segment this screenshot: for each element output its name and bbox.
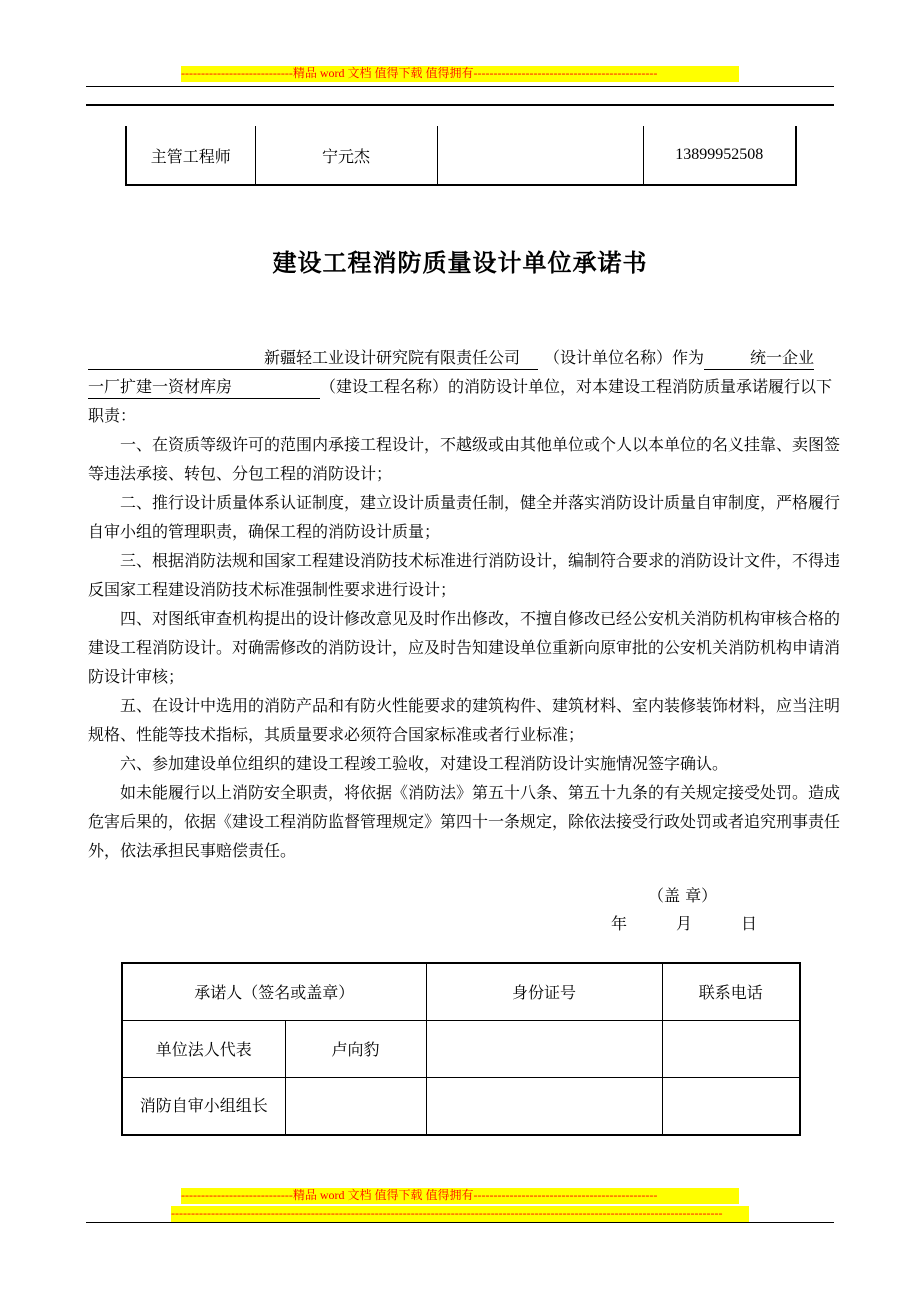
row-id <box>426 1020 662 1077</box>
engineer-table <box>125 126 797 186</box>
row-role: 消防自审小组组长 <box>122 1077 285 1135</box>
footer-banner-dashes: ------------------------------------------------------------------------------------------------------------------------------------------ <box>171 1206 749 1222</box>
duty-item-3: 三、根据消防法规和国家工程建设消防技术标准进行消防设计，编制符合要求的消防设计文件，不得违反国家工程建设消防技术标准强制性要求进行设计； <box>88 551 841 599</box>
row-phone <box>662 1020 800 1077</box>
duty-item-6: 六、参加建设单位组织的建设工程竣工验收，对建设工程消防设计实施情况签字确认。 <box>120 754 729 773</box>
header-banner: ----------------------------精品 word 文档 值得下载 值得拥有---------------------------------------------- <box>181 66 739 82</box>
table-row <box>122 1077 800 1135</box>
project-name-part2: 一厂扩建一资材库房 <box>88 376 320 399</box>
engineer-id-cell <box>437 126 643 185</box>
date-year: 年 <box>611 914 628 933</box>
footer-rule <box>86 1222 834 1223</box>
engineer-name-cell: 宁元杰 <box>255 126 437 185</box>
header-phone: 联系电话 <box>662 963 800 1020</box>
header-rule-top <box>86 86 834 87</box>
signature-table <box>121 962 801 1136</box>
date-day: 日 <box>741 914 758 933</box>
duty-item-2: 二、推行设计质量体系认证制度，建立设计质量责任制，健全并落实消防设计质量自审制度，严格履行自审小组的管理职责，确保工程的消防设计质量； <box>88 493 841 541</box>
intro-line-2 <box>88 372 840 430</box>
footer-banner: ----------------------------精品 word 文档 值得下载 值得拥有---------------------------------------------- <box>181 1188 739 1204</box>
seal-placeholder: （盖 章） <box>648 886 718 905</box>
header-id-number: 身份证号 <box>426 963 662 1020</box>
row-name: 卢向豹 <box>285 1020 426 1077</box>
project-hint: （建设工程名称）的消防设计单位，对本建设工程消防质量承诺履行以下职责： <box>88 377 833 425</box>
penalty-clause: 如未能履行以上消防安全职责，将依据《消防法》第五十八条、第五十九条的有关规定接受处罚。造成危害后果的，依据《建设工程消防监督管理规定》第四十一条规定，除依法接受行政处罚或者追究刑事责任外，依法承担民事赔偿责任。 <box>88 783 841 860</box>
row-name <box>285 1077 426 1135</box>
design-company-name: 新疆轻工业设计研究院有限责任公司 <box>88 347 538 370</box>
project-name-part1: 统一企业 <box>704 347 814 370</box>
intro-line-1 <box>88 343 840 372</box>
table-row <box>122 1020 800 1077</box>
document-title: 建设工程消防质量设计单位承诺书 <box>272 249 648 277</box>
row-id <box>426 1077 662 1135</box>
header-rule-bottom <box>86 104 834 106</box>
commitment-body <box>88 343 840 865</box>
duty-item-1: 一、在资质等级许可的范围内承接工程设计，不越级或由其他单位或个人以本单位的名义挂靠、卖图签等违法承接、转包、分包工程的消防设计； <box>88 435 841 483</box>
engineer-role-cell: 主管工程师 <box>126 126 255 185</box>
duty-item-5: 五、在设计中选用的消防产品和有防火性能要求的建筑构件、建筑材料、室内装修装饰材料，应当注明规格、性能等技术指标，其质量要求必须符合国家标准或者行业标准； <box>88 696 841 744</box>
row-phone <box>662 1077 800 1135</box>
header-promisor: 承诺人（签名或盖章） <box>122 963 426 1020</box>
company-hint: （设计单位名称）作为 <box>544 348 705 367</box>
engineer-phone-cell: 13899952508 <box>643 126 796 185</box>
duty-item-4: 四、对图纸审查机构提出的设计修改意见及时作出修改，不擅自修改已经公安机关消防机构审核合格的建设工程消防设计。对确需修改的消防设计，应及时告知建设单位重新向原审批的公安机关消防机构申请消防设计审核； <box>88 609 841 686</box>
date-month: 月 <box>676 914 693 933</box>
row-role: 单位法人代表 <box>122 1020 285 1077</box>
